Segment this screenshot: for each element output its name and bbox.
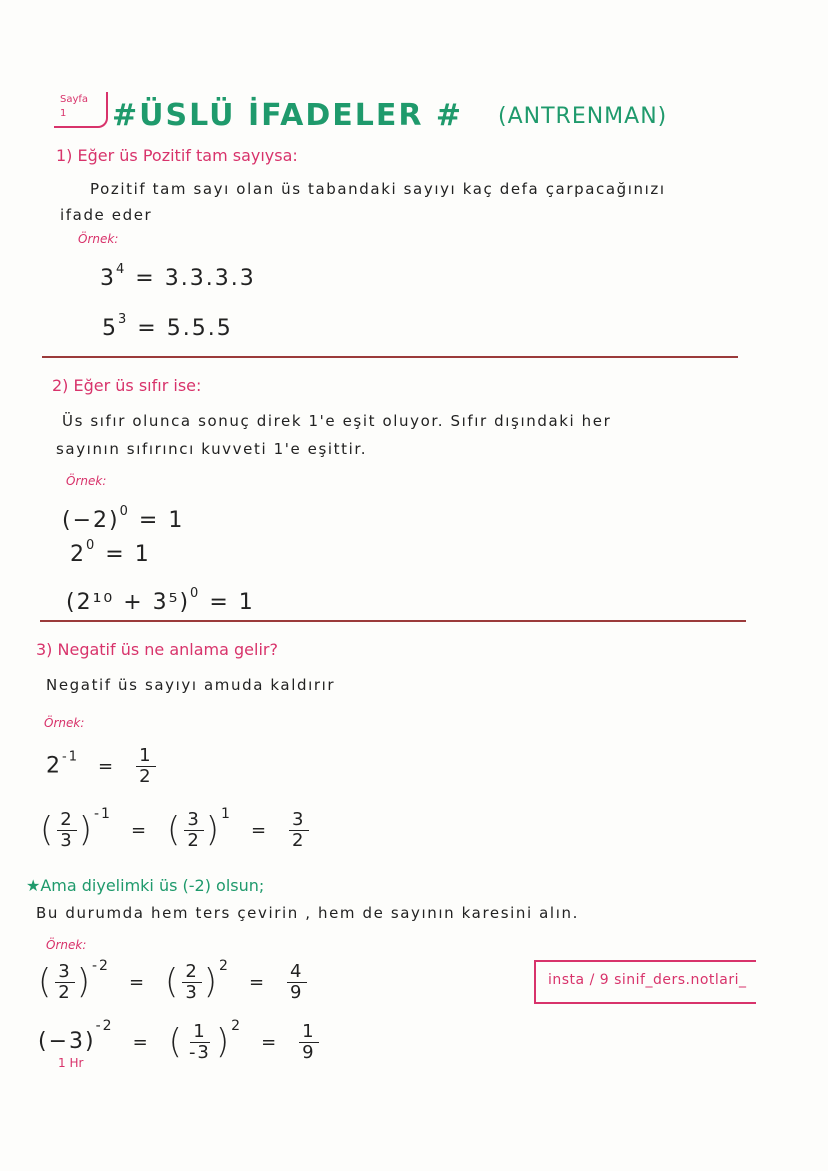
section1-body-line2: ifade eder [60, 206, 153, 224]
section2-heading: 2) Eğer üs sıfır ise: [52, 376, 202, 395]
example-result: 5.5.5 [166, 316, 233, 341]
section3-example2: ( $\frac{2}{3}$ )$^{-1}$ = ( $\frac{3}{2}$ )$^1$ = $\frac{3}{2}$ [40, 806, 311, 851]
section4-heading: ★Ama diyelimki üs (-2) olsun; [26, 876, 265, 895]
section2-example1: $(-2)^0 = 1$ [62, 504, 185, 533]
page-tag-line2: 1 [60, 108, 67, 119]
page-number-tag [54, 92, 108, 128]
section-divider [42, 356, 738, 358]
fraction-c: $\frac{1}{9}$ [299, 1022, 318, 1063]
section4-body-line1: Bu durumda hem ters çevirin , hem de sayının karesini alın. [36, 904, 579, 922]
fraction-a: $\frac{3}{2}$ [55, 962, 74, 1003]
example-exponent: 4 [116, 262, 127, 277]
section2-example3: $(2^{10} + 3^5)^0 = 1$ [66, 586, 255, 615]
section1-example1: $3^4 = 3.3.3.3$ [100, 262, 256, 291]
page-tag-line1: Sayfa [60, 94, 89, 105]
page-subtitle: (ANTRENMAN) [498, 104, 668, 129]
example-exponent: -1 [62, 749, 79, 765]
example-base: (−2) [62, 508, 120, 533]
fraction-b: $\frac{3}{2}$ [184, 810, 203, 851]
section1-body-line1: Pozitif tam sayı olan üs tabandaki sayıyı kaç defa çarpacağınızı [90, 180, 666, 198]
section2-body-line1: Üs sıfır olunca sonuç direk 1'e eşit oluyor. Sıfır dışındaki her [62, 412, 612, 430]
section4-example1: ( $\frac{3}{2}$ )$^{-2}$ = ( $\frac{2}{3}$ )$^2$ = $\frac{4}{9}$ [38, 958, 309, 1003]
section4-example-label: Örnek: [46, 938, 87, 952]
section2-example2: $2^0 = 1$ [70, 538, 151, 567]
page-title: #ÜSLÜ İFADELER # [112, 98, 464, 133]
example-exponent: -2 [95, 1018, 114, 1034]
example-result: 1 [238, 590, 255, 615]
result-fraction: $\frac{1}{2}$ [136, 746, 155, 787]
section1-example-label: Örnek: [78, 232, 119, 246]
section2-body-line2: sayının sıfırıncı kuvveti 1'e eşittir. [56, 440, 368, 458]
instagram-watermark [534, 960, 756, 1004]
section4-example2: $(-3)^{-2}$ = ( $\frac{1}{-3}$ )$^2$ = $\frac{1}{9}$ [38, 1018, 321, 1063]
example-base: (−3) [38, 1029, 96, 1054]
fraction-a: $\frac{2}{3}$ [57, 810, 76, 851]
section2-example-label: Örnek: [66, 474, 107, 488]
section3-body-line1: Negatif üs sayıyı amuda kaldırır [46, 676, 336, 694]
example-base: 2 [70, 542, 86, 567]
example-base: (2¹⁰ + 3⁵) [66, 590, 191, 615]
example-base: 3 [100, 266, 116, 291]
example-exponent: 0 [119, 504, 130, 519]
example-result: 3.3.3.3 [164, 266, 256, 291]
example-base: 5 [102, 316, 118, 341]
example-base: 2 [46, 753, 62, 779]
section-divider [40, 620, 746, 622]
watermark-text: insta / 9 sinif_ders.notlari_ [548, 972, 747, 988]
fraction-c: $\frac{4}{9}$ [287, 962, 306, 1003]
example-exponent: 3 [118, 312, 129, 327]
section3-example1: $2^{-1}$ = $\frac{1}{2}$ [46, 746, 158, 787]
example-result: 1 [134, 542, 151, 567]
section3-heading: 3) Negatif üs ne anlama gelir? [36, 640, 278, 659]
section4-footnote: 1 Hr [58, 1056, 84, 1070]
example-exponent: 0 [190, 586, 201, 601]
section3-example-label: Örnek: [44, 716, 85, 730]
fraction-b: $\frac{2}{3}$ [182, 962, 201, 1003]
example-result: 1 [168, 508, 185, 533]
section1-heading: 1) Eğer üs Pozitif tam sayıysa: [56, 146, 298, 165]
example-exponent: 0 [86, 538, 97, 553]
fraction-c: $\frac{3}{2}$ [289, 810, 308, 851]
fraction-b: $\frac{1}{-3}$ [188, 1020, 211, 1063]
section1-example2: $5^3 = 5.5.5$ [102, 312, 233, 341]
